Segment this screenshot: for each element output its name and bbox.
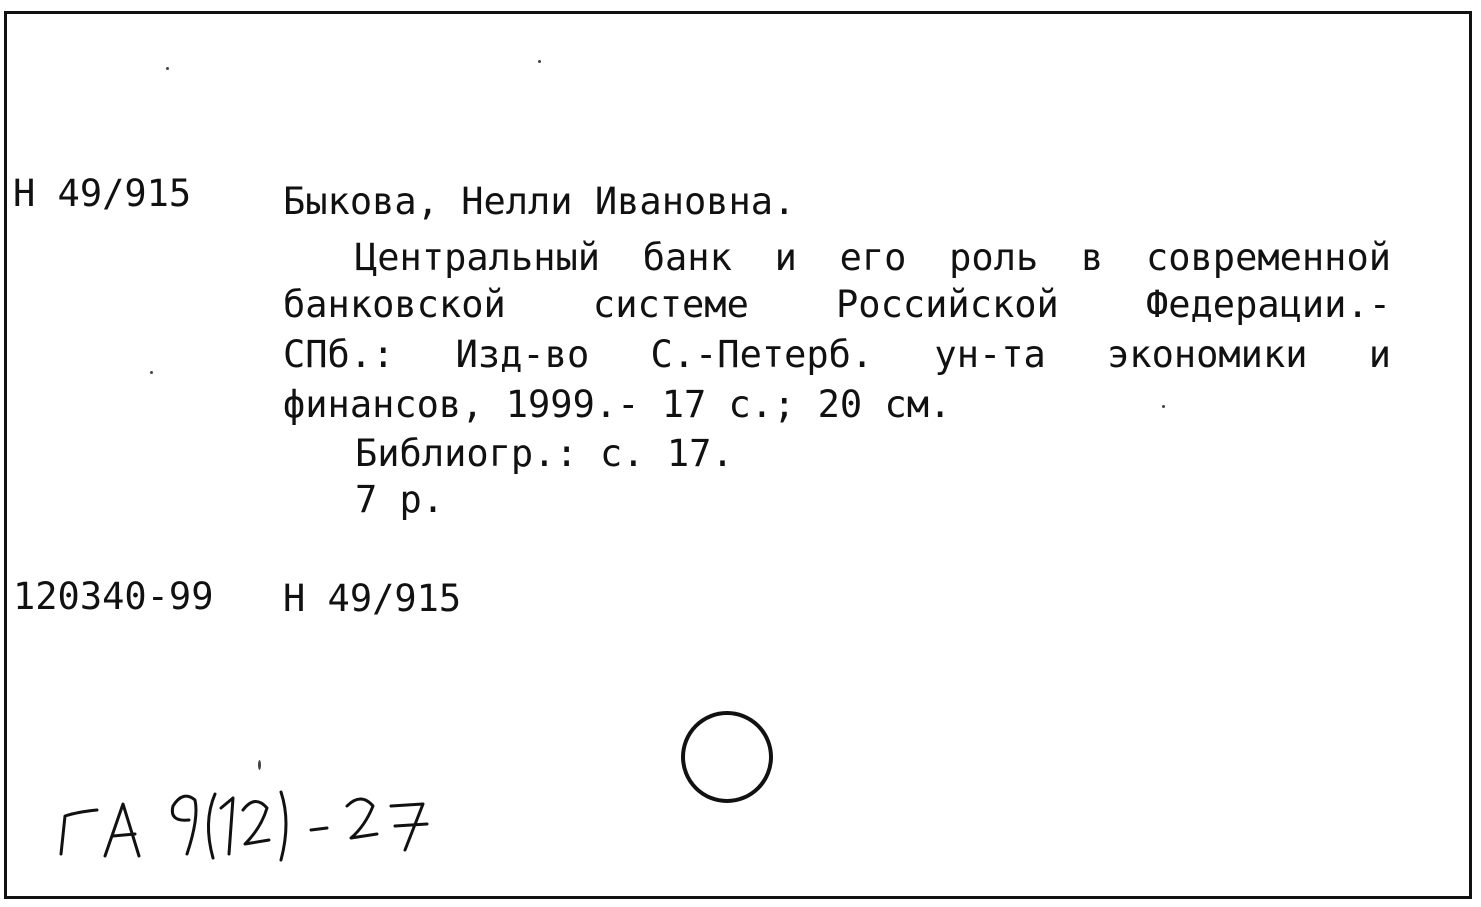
collation-line: финансов, 1999.- 17 с.; 20 см. bbox=[283, 383, 952, 426]
inventory-number: 120340-99 bbox=[13, 575, 214, 618]
author-heading: Быкова, Нелли Ивановна. bbox=[283, 180, 796, 223]
call-number: Н 49/915 bbox=[13, 172, 192, 215]
scan-speck bbox=[150, 371, 153, 374]
imprint-line: СПб.: Изд-во С.-Петерб. ун-та экономики и bbox=[283, 333, 1391, 376]
scan-speck bbox=[166, 67, 169, 70]
scan-speck bbox=[1162, 405, 1165, 408]
punch-hole bbox=[681, 711, 773, 803]
scan-speck bbox=[538, 60, 541, 63]
handwritten-code bbox=[55, 778, 485, 868]
title-line-1: Центральный банк и его роль в современной bbox=[355, 236, 1391, 279]
scan-speck bbox=[258, 760, 261, 770]
call-number-bottom: Н 49/915 bbox=[283, 577, 462, 620]
bibliography-note: Библиогр.: с. 17. bbox=[355, 432, 734, 475]
title-line-2: банковской системе Российской Федерации.- bbox=[283, 283, 1391, 326]
price: 7 р. bbox=[355, 478, 445, 521]
